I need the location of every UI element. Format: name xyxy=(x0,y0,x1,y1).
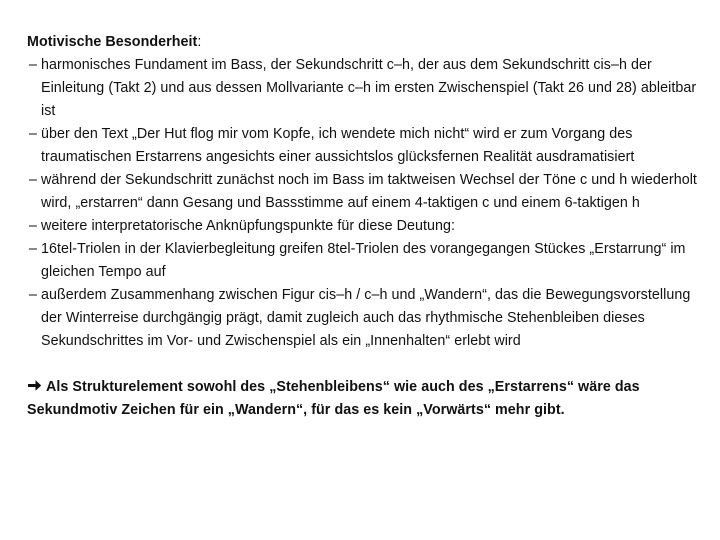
list-item-text: weitere interpretatorische Anknüpfungspunkte für diese Deutung: xyxy=(41,218,456,234)
dash-bullet: – xyxy=(29,57,38,73)
list-item xyxy=(27,169,697,215)
list-item-text: über den Text „Der Hut flog mir vom Kopfe, ich wendete mich nicht“ wird er zum Vorgang des traumatischen Erstarrens angesichts einer aussichtslos glücksfernen Realität ausdramatisiert xyxy=(41,126,635,165)
arrow-right-icon xyxy=(27,379,42,392)
section-heading xyxy=(27,31,697,54)
dash-bullet: – xyxy=(29,218,38,234)
dash-bullet: – xyxy=(29,172,38,188)
dash-bullet: – xyxy=(29,287,38,303)
bullet-list xyxy=(27,54,697,353)
list-item xyxy=(27,123,697,169)
conclusion xyxy=(27,376,697,422)
list-item xyxy=(27,284,697,353)
slide-content xyxy=(27,31,697,436)
dash-bullet: – xyxy=(29,241,38,257)
list-item xyxy=(27,238,697,284)
conclusion-text: Als Strukturelement sowohl des „Stehenbleibens“ wie auch des „Erstarrens“ wäre das Sekundmotiv Zeichen für ein „Wandern“, für das es kein „Vorwärts“ mehr gibt. xyxy=(27,379,640,418)
list-item xyxy=(27,54,697,123)
list-item-text: außerdem Zusammenhang zwischen Figur cis–h / c–h und „Wandern“, das die Bewegungsvorstellung der Winterreise durchgängig prägt, damit zugleich auch das rhythmische Stehenbleiben dieses Sekundschrittes im Vor- und Zwischenspiel als ein „Innenhalten“ erlebt wird xyxy=(41,287,691,349)
heading-label: Motivische Besonderheit xyxy=(27,34,198,50)
heading-colon: : xyxy=(197,34,202,50)
list-item xyxy=(27,215,697,238)
list-item-text: 16tel-Triolen in der Klavierbegleitung greifen 8tel-Triolen des vorangegangen Stückes „Erstarrung“ im gleichen Tempo auf xyxy=(41,241,686,280)
dash-bullet: – xyxy=(29,126,38,142)
list-item-text: harmonisches Fundament im Bass, der Sekundschritt c–h, der aus dem Sekundschritt cis–h der Einleitung (Takt 2) und aus dessen Mollvariante c–h im ersten Zwischenspiel (Takt 26 und 28) ableitbar ist xyxy=(41,57,697,119)
list-item-text: während der Sekundschritt zunächst noch im Bass im taktweisen Wechsel der Töne c und h wiederholt wird, „erstarren“ dann Gesang und Bassstimme auf einem 4-taktigen c und einem 6-taktigen h xyxy=(41,172,697,211)
